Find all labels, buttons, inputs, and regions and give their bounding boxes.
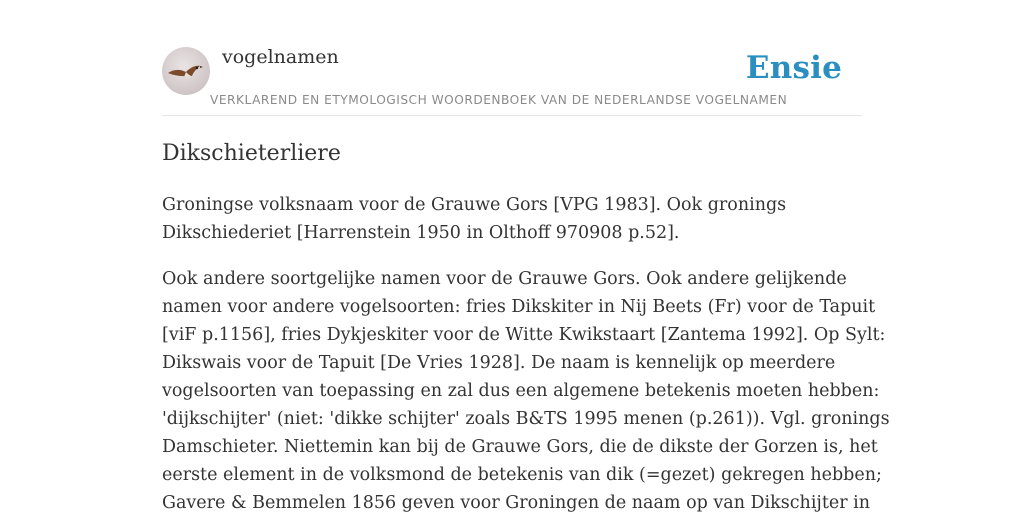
paragraph-line: Damschieter. Niettemin kan bij de Grauwe Gors, die de dikste der Gorzen is, het [162, 437, 878, 457]
paragraph-line: Dikswais voor de Tapuit [De Vries 1928]. De naam is kennelijk op meerdere [162, 353, 836, 373]
entry-paragraph [162, 191, 862, 247]
paragraph-line: 'dijkschijter' (niet: 'dikke schijter' zoals B&TS 1995 menen (p.261)). Vgl. gronings [162, 409, 890, 429]
paragraph-line: vogelsoorten van toepassing en zal dus een algemene betekenis moeten hebben: [162, 381, 880, 401]
paragraph-line: eerste element in de volksmond de betekenis van dik (=gezet) gekregen hebben; [162, 465, 882, 485]
paragraph-line: Groningse volksnaam voor de Grauwe Gors [VPG 1983]. Ook gronings [162, 195, 787, 215]
paragraph-line: Ook andere soortgelijke namen voor de Grauwe Gors. Ook andere gelijkende [162, 269, 847, 289]
paragraph-line: namen voor andere vogelsoorten: fries Dikskiter in Nij Beets (Fr) voor de Tapuit [162, 297, 876, 317]
entry-content [162, 138, 890, 512]
blog-subtitle: VERKLAREND EN ETYMOLOGISCH WOORDENBOEK VAN DE NEDERLANDSE VOGELNAMEN [210, 93, 788, 107]
entry-title: Dikschieterliere [162, 141, 341, 166]
paragraph-line: Gavere & Bemmelen 1856 geven voor Groningen de naam op van Dikschijter in [162, 493, 871, 512]
paragraph-line: [viF p.1156], fries Dykjeskiter voor de Witte Kwikstaart [Zantema 1992]. Op Sylt: [162, 325, 886, 345]
entry-paragraph [162, 265, 890, 512]
site-header [162, 40, 862, 116]
brand-logo[interactable]: Ensie [745, 50, 842, 86]
blog-name[interactable]: vogelnamen [222, 46, 339, 68]
paragraph-line: Dikschiederiet [Harrenstein 1950 in Olthoff 970908 p.52]. [162, 223, 680, 243]
avatar[interactable] [162, 47, 210, 95]
bird-photo-icon [162, 47, 210, 95]
